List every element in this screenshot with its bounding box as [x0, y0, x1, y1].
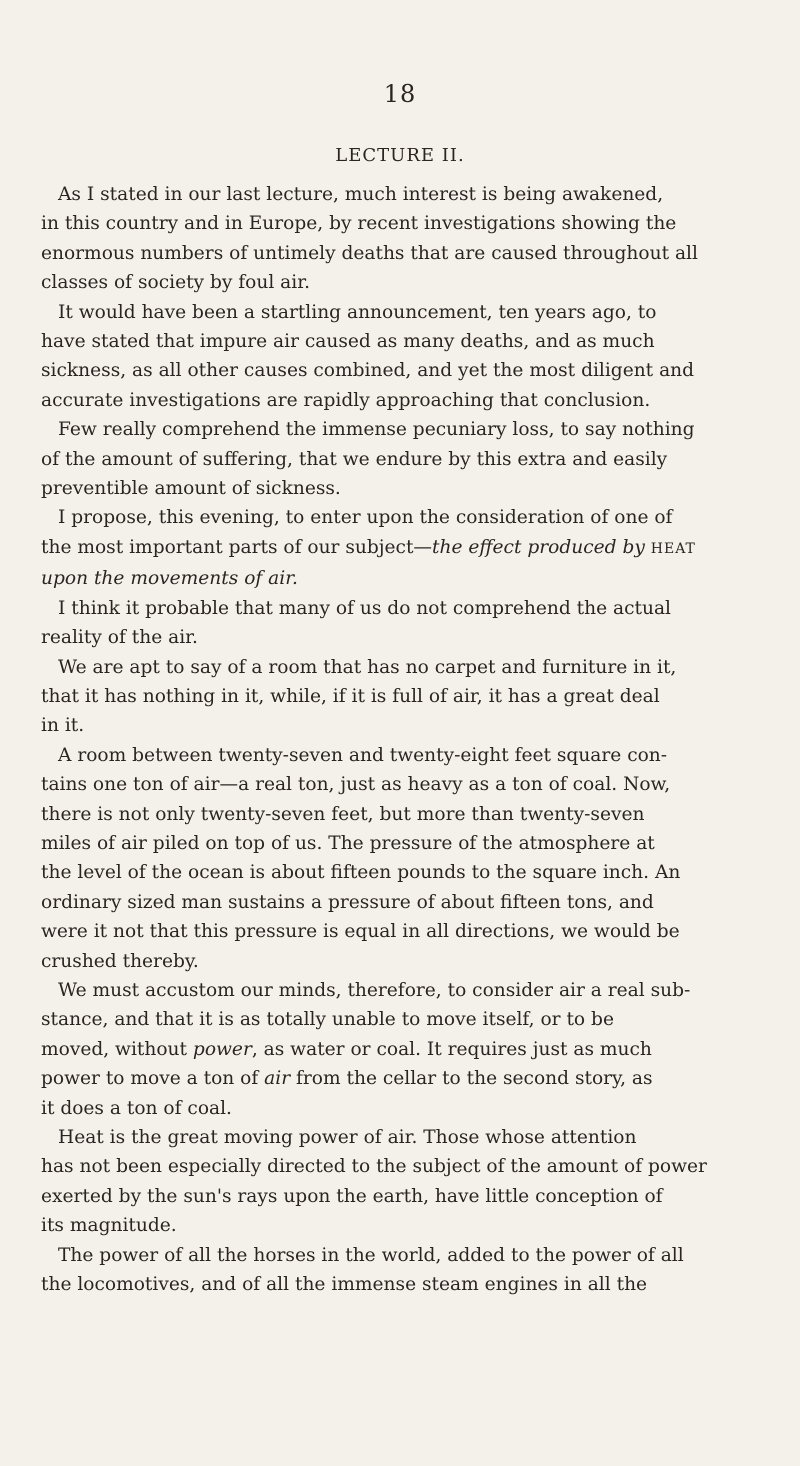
text-line: sickness, as all other causes combined, and yet the most diligent and — [41, 360, 695, 382]
lecture-heading: LECTURE II. — [335, 145, 465, 166]
text-line: tains one ton of air—a real ton, just as heavy as a ton of coal. Now, — [41, 774, 671, 796]
text-line: As I stated in our last lecture, much interest is being awakened, — [58, 184, 664, 205]
text-line: ordinary sized man sustains a pressure of about fifteen tons, and — [41, 891, 654, 913]
text-line: it does a ton of coal. — [41, 1097, 232, 1119]
text-segment: from the cellar to the second story, as — [290, 1068, 653, 1090]
text-line: the locomotives, and of all the immense steam engines in all the — [41, 1274, 648, 1296]
text-line — [41, 1035, 791, 1064]
text-line: have stated that impure air caused as many deaths, and as much — [41, 331, 655, 353]
text-line: Few really comprehend the immense pecuniary loss, to say nothing — [58, 419, 695, 441]
text-line: The power of all the horses in the world, added to the power of all — [58, 1244, 684, 1266]
text-line: the level of the ocean is about fifteen pounds to the square inch. An — [41, 862, 681, 884]
text-line: crushed thereby. — [41, 950, 199, 972]
text-line: stance, and that it is as totally unable to move itself, or to be — [41, 1009, 614, 1031]
text-line: I propose, this evening, to enter upon the consideration of one of — [58, 507, 673, 529]
text-line: in it. — [41, 715, 85, 737]
page-number: 18 — [383, 80, 417, 108]
text-line: We are apt to say of a room that has no carpet and furniture in it, — [58, 656, 677, 678]
text-line: It would have been a startling announcement, ten years ago, to — [58, 301, 657, 323]
text-line: in this country and in Europe, by recent investigations showing the — [41, 213, 677, 235]
text-line: enormous numbers of untimely deaths that are caused throughout all — [41, 242, 698, 264]
lecture-body — [41, 180, 791, 1299]
text-line: A room between twenty-seven and twenty-eight feet square con- — [58, 744, 668, 766]
text-line: We must accustom our minds, therefore, to consider air a real sub- — [58, 979, 691, 1001]
text-line: of the amount of suffering, that we endure by this extra and easily — [41, 448, 668, 470]
text-line: classes of society by foul air. — [41, 272, 310, 294]
italic-text: power — [192, 1038, 252, 1060]
text-segment: power to move a ton of — [41, 1068, 265, 1090]
text-line: miles of air piled on top of us. The pressure of the atmosphere at — [41, 832, 655, 854]
italic-text: the effect produced by — [432, 536, 651, 558]
italic-text: upon the movements of air. — [41, 568, 298, 590]
text-line: preventible amount of sickness. — [41, 478, 341, 500]
text-line — [41, 533, 791, 564]
small-caps-text: HEAT — [650, 540, 696, 557]
italic-text: air — [264, 1068, 291, 1090]
text-line: its magnitude. — [41, 1215, 177, 1237]
text-segment: , as water or coal. It requires just as much — [251, 1038, 652, 1060]
text-line — [41, 564, 791, 593]
text-line: I think it probable that many of us do not comprehend the actual — [58, 597, 672, 619]
text-line: that it has nothing in it, while, if it is full of air, it has a great deal — [41, 685, 660, 707]
text-line: there is not only twenty-seven feet, but more than twenty-seven — [41, 803, 645, 825]
text-segment: the most important parts of our subject— — [41, 536, 433, 558]
text-line: has not been especially directed to the subject of the amount of power — [41, 1156, 707, 1178]
text-line: Heat is the great moving power of air. Those whose attention — [58, 1127, 637, 1148]
text-segment: moved, without — [41, 1038, 193, 1060]
text-line: exerted by the sun's rays upon the earth, have little conception of — [41, 1185, 663, 1207]
text-line — [41, 1064, 791, 1093]
text-line: were it not that this pressure is equal in all directions, we would be — [41, 921, 680, 943]
text-line: accurate investigations are rapidly approaching that conclusion. — [41, 389, 651, 411]
text-line: reality of the air. — [41, 627, 198, 649]
